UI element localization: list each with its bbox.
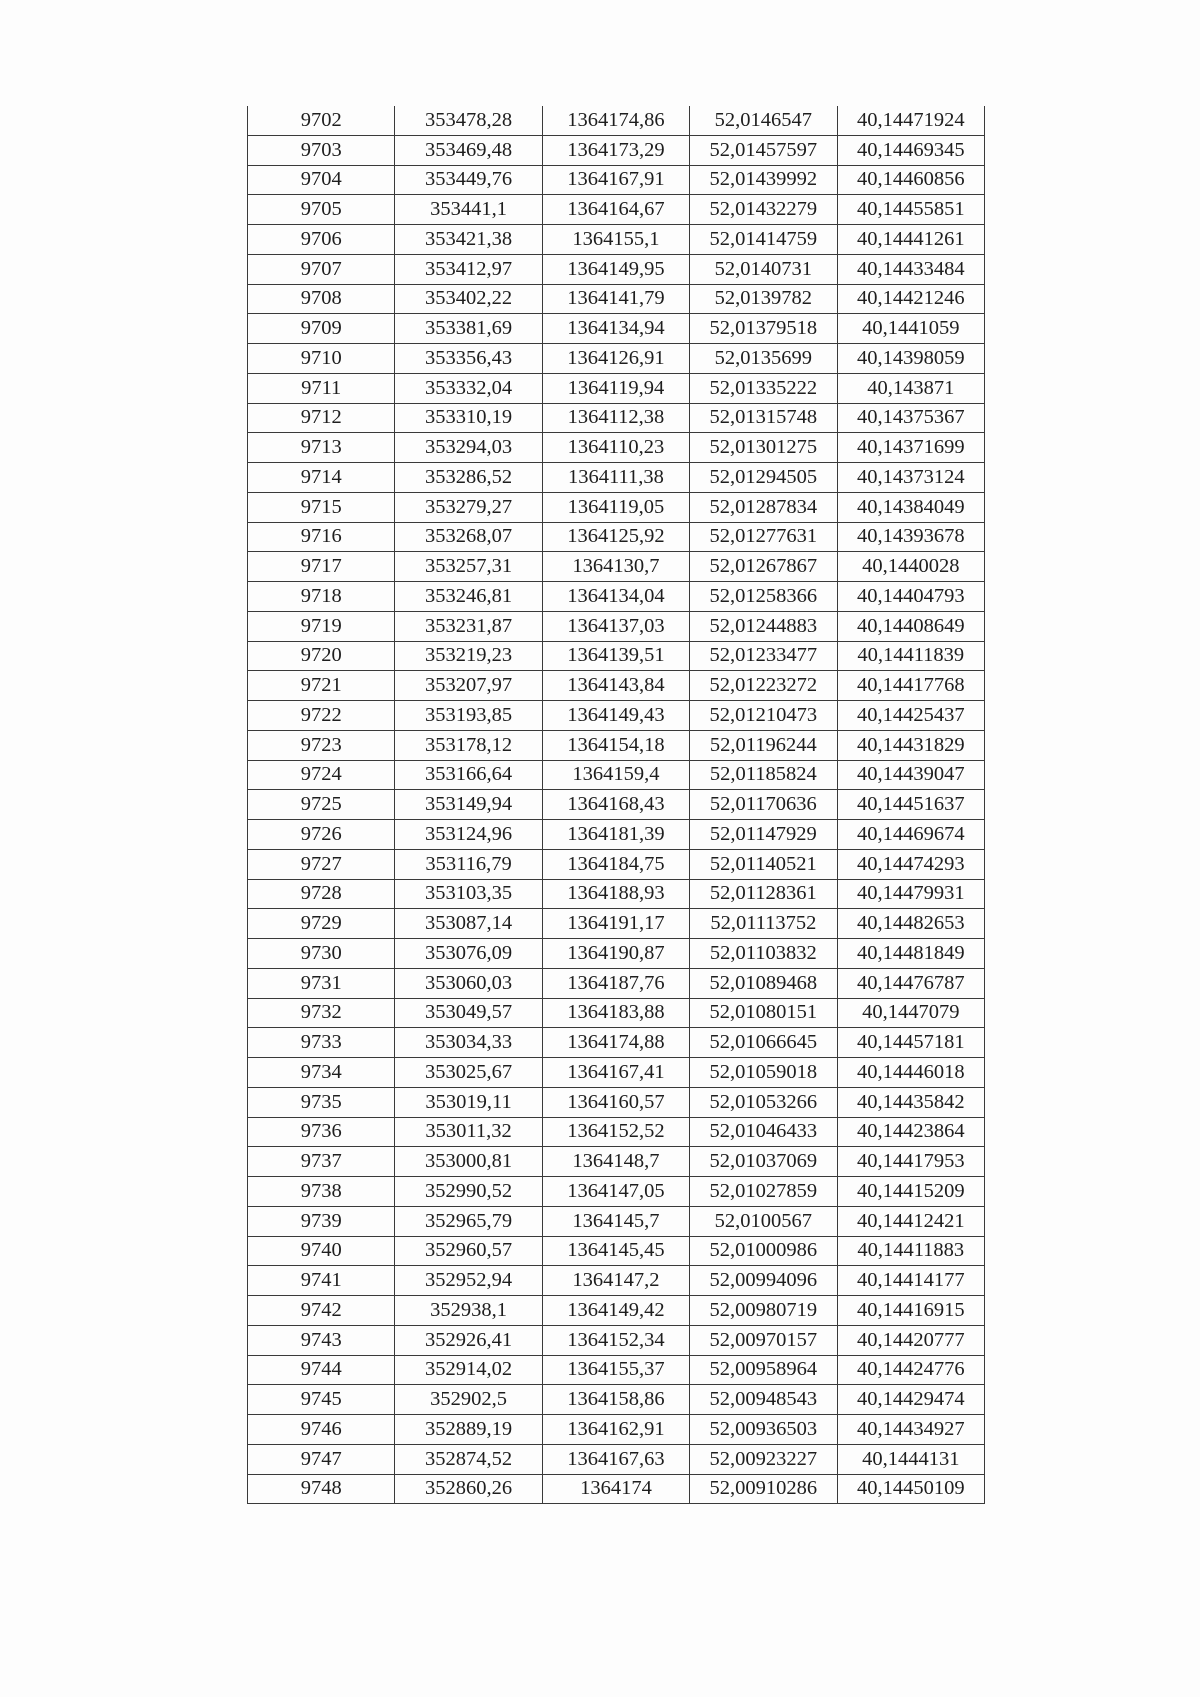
- table-row: [248, 790, 985, 820]
- coordinate-lat-cell: 52,01066645: [690, 1028, 837, 1058]
- coordinate-lat-cell: 52,01210473: [690, 701, 837, 731]
- coordinate-x-cell: 353231,87: [395, 611, 542, 641]
- coordinate-lat-cell: 52,01414759: [690, 225, 837, 255]
- point-number-cell: 9723: [248, 730, 395, 760]
- coordinate-y-cell: 1364168,43: [542, 790, 689, 820]
- table-row: [248, 582, 985, 612]
- point-number-cell: 9719: [248, 611, 395, 641]
- point-number-cell: 9710: [248, 344, 395, 374]
- coordinate-y-cell: 1364149,95: [542, 254, 689, 284]
- coordinate-lon-cell: 40,14393678: [837, 522, 984, 552]
- coordinate-lat-cell: 52,01301275: [690, 433, 837, 463]
- point-number-cell: 9742: [248, 1296, 395, 1326]
- coordinate-lon-cell: 40,14421246: [837, 284, 984, 314]
- coordinate-y-cell: 1364164,67: [542, 195, 689, 225]
- coordinate-lat-cell: 52,00948543: [690, 1385, 837, 1415]
- table-row: [248, 939, 985, 969]
- coordinate-y-cell: 1364119,94: [542, 373, 689, 403]
- table-row: [248, 968, 985, 998]
- coordinate-y-cell: 1364162,91: [542, 1415, 689, 1445]
- coordinate-y-cell: 1364183,88: [542, 998, 689, 1028]
- coordinate-lon-cell: 40,14476787: [837, 968, 984, 998]
- table-row: [248, 760, 985, 790]
- table-row: [248, 1355, 985, 1385]
- coordinate-lon-cell: 40,14469674: [837, 820, 984, 850]
- point-number-cell: 9732: [248, 998, 395, 1028]
- coordinate-lat-cell: 52,00923227: [690, 1444, 837, 1474]
- coordinate-lat-cell: 52,01196244: [690, 730, 837, 760]
- coordinate-lon-cell: 40,14482653: [837, 909, 984, 939]
- table-row: [248, 403, 985, 433]
- table-row: [248, 254, 985, 284]
- coordinate-x-cell: 353076,09: [395, 939, 542, 969]
- point-number-cell: 9747: [248, 1444, 395, 1474]
- point-number-cell: 9712: [248, 403, 395, 433]
- coordinate-x-cell: 353268,07: [395, 522, 542, 552]
- coordinate-lat-cell: 52,01113752: [690, 909, 837, 939]
- coordinate-x-cell: 353116,79: [395, 849, 542, 879]
- coordinate-lat-cell: 52,01379518: [690, 314, 837, 344]
- coordinate-lon-cell: 40,14457181: [837, 1028, 984, 1058]
- coordinate-lon-cell: 40,14398059: [837, 344, 984, 374]
- table-row: [248, 1206, 985, 1236]
- coordinate-y-cell: 1364155,1: [542, 225, 689, 255]
- coordinate-lon-cell: 40,14414177: [837, 1266, 984, 1296]
- coordinate-y-cell: 1364159,4: [542, 760, 689, 790]
- coordinate-x-cell: 353019,11: [395, 1087, 542, 1117]
- coordinate-lon-cell: 40,14424776: [837, 1355, 984, 1385]
- coordinate-x-cell: 352874,52: [395, 1444, 542, 1474]
- table-row: [248, 1325, 985, 1355]
- point-number-cell: 9744: [248, 1355, 395, 1385]
- coordinate-lat-cell: 52,00958964: [690, 1355, 837, 1385]
- coordinate-x-cell: 352960,57: [395, 1236, 542, 1266]
- coordinate-x-cell: 353193,85: [395, 701, 542, 731]
- point-number-cell: 9716: [248, 522, 395, 552]
- coordinate-x-cell: 353124,96: [395, 820, 542, 850]
- table-row: [248, 492, 985, 522]
- point-number-cell: 9729: [248, 909, 395, 939]
- table-row: [248, 730, 985, 760]
- coordinate-x-cell: 353087,14: [395, 909, 542, 939]
- coordinate-lat-cell: 52,01457597: [690, 135, 837, 165]
- coordinate-x-cell: 352926,41: [395, 1325, 542, 1355]
- coordinate-lon-cell: 40,14435842: [837, 1087, 984, 1117]
- coordinate-lon-cell: 40,14412421: [837, 1206, 984, 1236]
- coordinate-lat-cell: 52,0100567: [690, 1206, 837, 1236]
- coordinate-lon-cell: 40,14373124: [837, 463, 984, 493]
- coordinate-lat-cell: 52,01432279: [690, 195, 837, 225]
- table-row: [248, 373, 985, 403]
- coordinate-lat-cell: 52,01147929: [690, 820, 837, 850]
- coordinate-lon-cell: 40,14411883: [837, 1236, 984, 1266]
- coordinate-lat-cell: 52,01315748: [690, 403, 837, 433]
- coordinate-x-cell: 353441,1: [395, 195, 542, 225]
- coordinate-lat-cell: 52,01294505: [690, 463, 837, 493]
- coordinate-lat-cell: 52,01258366: [690, 582, 837, 612]
- point-number-cell: 9731: [248, 968, 395, 998]
- coordinate-y-cell: 1364152,52: [542, 1117, 689, 1147]
- point-number-cell: 9707: [248, 254, 395, 284]
- coordinate-lat-cell: 52,01059018: [690, 1058, 837, 1088]
- coordinate-lat-cell: 52,01335222: [690, 373, 837, 403]
- coordinate-y-cell: 1364167,41: [542, 1058, 689, 1088]
- coordinate-y-cell: 1364174,88: [542, 1028, 689, 1058]
- coordinate-lat-cell: 52,00910286: [690, 1474, 837, 1504]
- coordinate-x-cell: 353049,57: [395, 998, 542, 1028]
- coordinate-lat-cell: 52,01053266: [690, 1087, 837, 1117]
- point-number-cell: 9717: [248, 552, 395, 582]
- coordinate-lon-cell: 40,14474293: [837, 849, 984, 879]
- point-number-cell: 9708: [248, 284, 395, 314]
- coordinate-lon-cell: 40,14446018: [837, 1058, 984, 1088]
- point-number-cell: 9725: [248, 790, 395, 820]
- coordinate-x-cell: 353219,23: [395, 641, 542, 671]
- point-number-cell: 9735: [248, 1087, 395, 1117]
- coordinate-lon-cell: 40,14404793: [837, 582, 984, 612]
- point-number-cell: 9706: [248, 225, 395, 255]
- coordinate-lon-cell: 40,14417768: [837, 671, 984, 701]
- coordinate-y-cell: 1364155,37: [542, 1355, 689, 1385]
- coordinate-x-cell: 352990,52: [395, 1177, 542, 1207]
- coordinate-y-cell: 1364125,92: [542, 522, 689, 552]
- point-number-cell: 9709: [248, 314, 395, 344]
- table-row: [248, 1087, 985, 1117]
- coordinate-lat-cell: 52,01244883: [690, 611, 837, 641]
- point-number-cell: 9746: [248, 1415, 395, 1445]
- coordinate-lon-cell: 40,14433484: [837, 254, 984, 284]
- coordinate-lon-cell: 40,14425437: [837, 701, 984, 731]
- coordinate-lon-cell: 40,1447079: [837, 998, 984, 1028]
- coordinate-y-cell: 1364145,7: [542, 1206, 689, 1236]
- coordinate-lon-cell: 40,14450109: [837, 1474, 984, 1504]
- coordinate-x-cell: 352938,1: [395, 1296, 542, 1326]
- coordinate-lat-cell: 52,01267867: [690, 552, 837, 582]
- coordinate-lon-cell: 40,14441261: [837, 225, 984, 255]
- table-row: [248, 1266, 985, 1296]
- table-row: [248, 1117, 985, 1147]
- coordinate-y-cell: 1364160,57: [542, 1087, 689, 1117]
- coordinate-lon-cell: 40,14434927: [837, 1415, 984, 1445]
- table-row: [248, 1444, 985, 1474]
- point-number-cell: 9741: [248, 1266, 395, 1296]
- coordinate-lat-cell: 52,01223272: [690, 671, 837, 701]
- point-number-cell: 9720: [248, 641, 395, 671]
- coordinate-lon-cell: 40,1444131: [837, 1444, 984, 1474]
- coordinate-y-cell: 1364188,93: [542, 879, 689, 909]
- table-row: [248, 909, 985, 939]
- coordinate-x-cell: 353166,64: [395, 760, 542, 790]
- table-row: [248, 195, 985, 225]
- point-number-cell: 9721: [248, 671, 395, 701]
- point-number-cell: 9703: [248, 135, 395, 165]
- coordinate-lon-cell: 40,14408649: [837, 611, 984, 641]
- coordinate-y-cell: 1364145,45: [542, 1236, 689, 1266]
- point-number-cell: 9730: [248, 939, 395, 969]
- coordinate-lat-cell: 52,01233477: [690, 641, 837, 671]
- table-row: [248, 522, 985, 552]
- point-number-cell: 9738: [248, 1177, 395, 1207]
- coordinate-lon-cell: 40,14371699: [837, 433, 984, 463]
- coordinate-x-cell: 352965,79: [395, 1206, 542, 1236]
- point-number-cell: 9722: [248, 701, 395, 731]
- coordinate-y-cell: 1364154,18: [542, 730, 689, 760]
- coordinate-lat-cell: 52,01080151: [690, 998, 837, 1028]
- table-row: [248, 820, 985, 850]
- point-number-cell: 9715: [248, 492, 395, 522]
- point-number-cell: 9743: [248, 1325, 395, 1355]
- point-number-cell: 9713: [248, 433, 395, 463]
- coordinate-lon-cell: 40,14411839: [837, 641, 984, 671]
- coordinate-y-cell: 1364173,29: [542, 135, 689, 165]
- point-number-cell: 9740: [248, 1236, 395, 1266]
- coordinate-y-cell: 1364147,2: [542, 1266, 689, 1296]
- point-number-cell: 9724: [248, 760, 395, 790]
- coordinate-x-cell: 353332,04: [395, 373, 542, 403]
- coordinate-y-cell: 1364184,75: [542, 849, 689, 879]
- coordinate-lat-cell: 52,01089468: [690, 968, 837, 998]
- coordinate-lat-cell: 52,01185824: [690, 760, 837, 790]
- coordinate-lon-cell: 40,14471924: [837, 106, 984, 135]
- coordinate-lat-cell: 52,01037069: [690, 1147, 837, 1177]
- table-row: [248, 1474, 985, 1504]
- table-row: [248, 998, 985, 1028]
- coordinate-x-cell: 353034,33: [395, 1028, 542, 1058]
- coordinate-lat-cell: 52,00994096: [690, 1266, 837, 1296]
- table-row: [248, 849, 985, 879]
- coordinate-y-cell: 1364143,84: [542, 671, 689, 701]
- table-row: [248, 106, 985, 135]
- coordinate-lat-cell: 52,01170636: [690, 790, 837, 820]
- coordinate-y-cell: 1364141,79: [542, 284, 689, 314]
- coordinate-y-cell: 1364181,39: [542, 820, 689, 850]
- coordinate-lat-cell: 52,00936503: [690, 1415, 837, 1445]
- coordinate-x-cell: 353294,03: [395, 433, 542, 463]
- coordinate-lat-cell: 52,00970157: [690, 1325, 837, 1355]
- coordinate-y-cell: 1364187,76: [542, 968, 689, 998]
- coordinate-x-cell: 353356,43: [395, 344, 542, 374]
- point-number-cell: 9726: [248, 820, 395, 850]
- table-row: [248, 611, 985, 641]
- point-number-cell: 9704: [248, 165, 395, 195]
- point-number-cell: 9714: [248, 463, 395, 493]
- coordinate-x-cell: 353412,97: [395, 254, 542, 284]
- coordinate-lon-cell: 40,14415209: [837, 1177, 984, 1207]
- point-number-cell: 9736: [248, 1117, 395, 1147]
- coordinate-lon-cell: 40,14429474: [837, 1385, 984, 1415]
- coordinate-y-cell: 1364139,51: [542, 641, 689, 671]
- coordinate-x-cell: 352902,5: [395, 1385, 542, 1415]
- coordinate-lon-cell: 40,14460856: [837, 165, 984, 195]
- coordinate-lat-cell: 52,0135699: [690, 344, 837, 374]
- coordinate-y-cell: 1364167,63: [542, 1444, 689, 1474]
- coordinate-lon-cell: 40,14481849: [837, 939, 984, 969]
- coordinate-y-cell: 1364119,05: [542, 492, 689, 522]
- coordinate-y-cell: 1364134,94: [542, 314, 689, 344]
- coordinate-lat-cell: 52,01128361: [690, 879, 837, 909]
- coordinate-lat-cell: 52,01287834: [690, 492, 837, 522]
- coordinate-lon-cell: 40,1441059: [837, 314, 984, 344]
- point-number-cell: 9733: [248, 1028, 395, 1058]
- table-row: [248, 433, 985, 463]
- point-number-cell: 9728: [248, 879, 395, 909]
- table-row: [248, 671, 985, 701]
- coordinate-lon-cell: 40,14384049: [837, 492, 984, 522]
- coordinate-lon-cell: 40,14469345: [837, 135, 984, 165]
- coordinate-y-cell: 1364149,43: [542, 701, 689, 731]
- coordinate-x-cell: 353478,28: [395, 106, 542, 135]
- coordinate-x-cell: 352860,26: [395, 1474, 542, 1504]
- coordinate-x-cell: 352914,02: [395, 1355, 542, 1385]
- table-row: [248, 165, 985, 195]
- coordinate-lon-cell: 40,14417953: [837, 1147, 984, 1177]
- coordinate-lon-cell: 40,14451637: [837, 790, 984, 820]
- coordinate-lat-cell: 52,01439992: [690, 165, 837, 195]
- coordinate-x-cell: 352952,94: [395, 1266, 542, 1296]
- coordinate-lat-cell: 52,01000986: [690, 1236, 837, 1266]
- coordinate-y-cell: 1364174: [542, 1474, 689, 1504]
- coordinate-lon-cell: 40,14375367: [837, 403, 984, 433]
- table-row: [248, 463, 985, 493]
- coordinate-lat-cell: 52,0146547: [690, 106, 837, 135]
- coordinate-lon-cell: 40,1440028: [837, 552, 984, 582]
- table-row: [248, 1385, 985, 1415]
- table-row: [248, 1147, 985, 1177]
- coordinate-y-cell: 1364191,17: [542, 909, 689, 939]
- coordinate-table-container: [247, 106, 984, 1504]
- coordinate-lat-cell: 52,00980719: [690, 1296, 837, 1326]
- table-row: [248, 135, 985, 165]
- coordinate-x-cell: 353279,27: [395, 492, 542, 522]
- coordinate-lon-cell: 40,14416915: [837, 1296, 984, 1326]
- table-row: [248, 314, 985, 344]
- table-row: [248, 344, 985, 374]
- coordinate-y-cell: 1364174,86: [542, 106, 689, 135]
- coordinate-y-cell: 1364149,42: [542, 1296, 689, 1326]
- coordinate-table-body: [248, 106, 985, 1504]
- table-row: [248, 1415, 985, 1445]
- coordinate-y-cell: 1364130,7: [542, 552, 689, 582]
- table-row: [248, 879, 985, 909]
- point-number-cell: 9739: [248, 1206, 395, 1236]
- coordinate-x-cell: 353469,48: [395, 135, 542, 165]
- coordinate-x-cell: 353103,35: [395, 879, 542, 909]
- coordinate-y-cell: 1364134,04: [542, 582, 689, 612]
- coordinate-x-cell: 353286,52: [395, 463, 542, 493]
- point-number-cell: 9702: [248, 106, 395, 135]
- coordinate-x-cell: 353207,97: [395, 671, 542, 701]
- coordinate-lon-cell: 40,14479931: [837, 879, 984, 909]
- point-number-cell: 9737: [248, 1147, 395, 1177]
- point-number-cell: 9727: [248, 849, 395, 879]
- coordinate-lat-cell: 52,01027859: [690, 1177, 837, 1207]
- coordinate-x-cell: 353149,94: [395, 790, 542, 820]
- point-number-cell: 9711: [248, 373, 395, 403]
- coordinate-y-cell: 1364110,23: [542, 433, 689, 463]
- table-row: [248, 701, 985, 731]
- point-number-cell: 9734: [248, 1058, 395, 1088]
- coordinate-y-cell: 1364148,7: [542, 1147, 689, 1177]
- table-row: [248, 552, 985, 582]
- table-row: [248, 1028, 985, 1058]
- coordinate-lat-cell: 52,01046433: [690, 1117, 837, 1147]
- coordinate-y-cell: 1364111,38: [542, 463, 689, 493]
- point-number-cell: 9705: [248, 195, 395, 225]
- coordinate-lon-cell: 40,14420777: [837, 1325, 984, 1355]
- coordinate-y-cell: 1364126,91: [542, 344, 689, 374]
- coordinate-y-cell: 1364167,91: [542, 165, 689, 195]
- coordinate-x-cell: 353310,19: [395, 403, 542, 433]
- coordinate-table: [247, 106, 985, 1504]
- coordinate-lat-cell: 52,01103832: [690, 939, 837, 969]
- coordinate-x-cell: 353246,81: [395, 582, 542, 612]
- coordinate-y-cell: 1364158,86: [542, 1385, 689, 1415]
- coordinate-lat-cell: 52,0140731: [690, 254, 837, 284]
- coordinate-y-cell: 1364137,03: [542, 611, 689, 641]
- coordinate-lat-cell: 52,0139782: [690, 284, 837, 314]
- coordinate-x-cell: 353060,03: [395, 968, 542, 998]
- table-row: [248, 641, 985, 671]
- coordinate-lon-cell: 40,14423864: [837, 1117, 984, 1147]
- coordinate-x-cell: 353178,12: [395, 730, 542, 760]
- coordinate-x-cell: 353025,67: [395, 1058, 542, 1088]
- coordinate-x-cell: 352889,19: [395, 1415, 542, 1445]
- point-number-cell: 9745: [248, 1385, 395, 1415]
- coordinate-x-cell: 353402,22: [395, 284, 542, 314]
- coordinate-y-cell: 1364152,34: [542, 1325, 689, 1355]
- table-row: [248, 1236, 985, 1266]
- coordinate-y-cell: 1364112,38: [542, 403, 689, 433]
- coordinate-y-cell: 1364147,05: [542, 1177, 689, 1207]
- coordinate-lon-cell: 40,14431829: [837, 730, 984, 760]
- coordinate-lon-cell: 40,14455851: [837, 195, 984, 225]
- coordinate-x-cell: 353449,76: [395, 165, 542, 195]
- table-row: [248, 1058, 985, 1088]
- coordinate-x-cell: 353381,69: [395, 314, 542, 344]
- point-number-cell: 9718: [248, 582, 395, 612]
- coordinate-lat-cell: 52,01277631: [690, 522, 837, 552]
- table-row: [248, 1177, 985, 1207]
- coordinate-x-cell: 353011,32: [395, 1117, 542, 1147]
- table-row: [248, 1296, 985, 1326]
- table-row: [248, 225, 985, 255]
- coordinate-x-cell: 353421,38: [395, 225, 542, 255]
- coordinate-lat-cell: 52,01140521: [690, 849, 837, 879]
- coordinate-x-cell: 353257,31: [395, 552, 542, 582]
- coordinate-x-cell: 353000,81: [395, 1147, 542, 1177]
- coordinate-y-cell: 1364190,87: [542, 939, 689, 969]
- coordinate-lon-cell: 40,14439047: [837, 760, 984, 790]
- point-number-cell: 9748: [248, 1474, 395, 1504]
- table-row: [248, 284, 985, 314]
- coordinate-lon-cell: 40,143871: [837, 373, 984, 403]
